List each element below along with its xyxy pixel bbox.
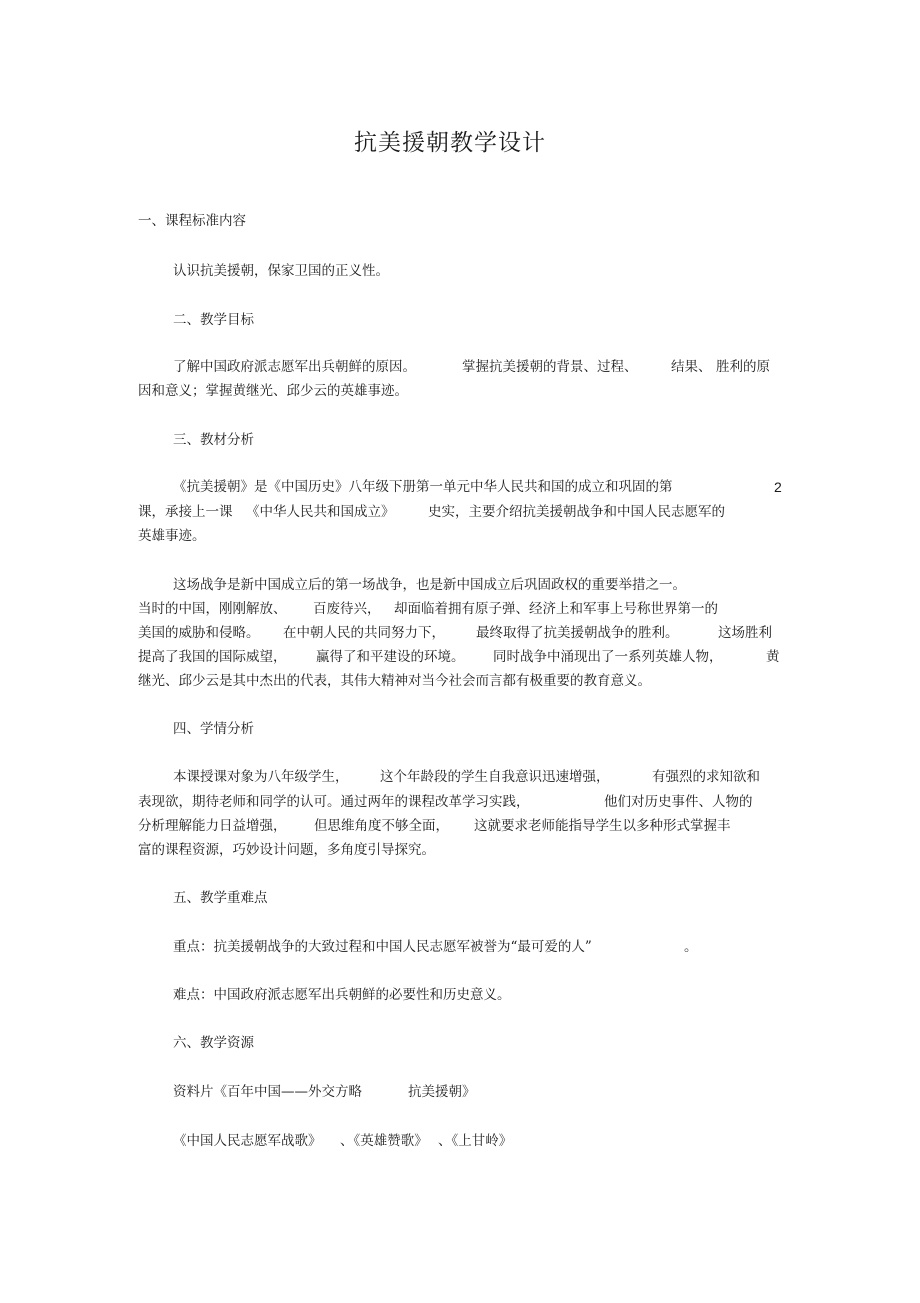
paragraph-learners-line-1 [0, 768, 920, 786]
text-segment: 资料片《百年中国——外交方略 [173, 1084, 362, 1100]
text-segment: 重点：抗美援朝战争的大致过程和中国人民志愿军被誉为“最可爱的人” [173, 939, 592, 955]
paragraph-war-line-3 [0, 624, 920, 642]
text-segment: 抗美援朝》 [408, 1084, 476, 1100]
text-segment: 。 [684, 939, 698, 955]
text-segment: 表现欲，期待老师和同学的认可。通过两年的课程改革学习实践， [138, 794, 530, 810]
paragraph-learners-line-2 [0, 793, 920, 811]
section-heading-objectives: 二、教学目标 [173, 312, 254, 328]
section-heading-key-points: 五、教学重难点 [173, 890, 268, 906]
text-segment: 掌握抗美援朝的背景、过程、 [462, 359, 638, 375]
paragraph-difficult-point: 难点：中国政府派志愿军出兵朝鲜的必要性和历史意义。 [173, 987, 511, 1003]
text-segment: 提高了我国的国际威望， [138, 649, 287, 665]
text-segment: 这个年龄段的学生自我意识迅速增强， [380, 769, 610, 785]
paragraph-material-line-2 [0, 503, 920, 521]
text-segment: 胜利的原 [716, 359, 770, 375]
paragraph-learners-line-3 [0, 817, 920, 835]
paragraph-objectives-line-1 [0, 358, 920, 376]
text-segment: 有强烈的求知欲和 [652, 769, 760, 785]
paragraph-objectives-line-2: 因和意义；掌握黄继光、邱少云的英雄事迹。 [138, 383, 408, 399]
section-heading-material: 三、教材分析 [173, 432, 254, 448]
paragraph-standards: 认识抗美援朝，保家卫国的正义性。 [173, 263, 389, 279]
paragraph-resource-film [0, 1083, 920, 1101]
paragraph-war-line-2 [0, 600, 920, 618]
text-segment: 了解中国政府派志愿军出兵朝鲜的原因。 [173, 359, 416, 375]
text-segment: 同时战争中涌现出了一系列英雄人物， [493, 649, 723, 665]
paragraph-learners-line-4: 富的课程资源，巧妙设计问题，多角度引导探究。 [138, 842, 435, 858]
text-segment: 史实，主要介绍抗美援朝战争和中国人民志愿军的 [428, 504, 725, 520]
text-segment: 这场胜利 [718, 625, 772, 641]
section-heading-resources: 六、教学资源 [173, 1035, 254, 1051]
text-segment: 、《英雄赞歌》 [340, 1133, 428, 1149]
text-segment: 《中华人民共和国成立》 [246, 504, 395, 520]
paragraph-war-line-1: 这场战争是新中国成立后的第一场战争，也是新中国成立后巩固政权的重要举措之一。 [173, 577, 686, 593]
text-segment: 黄 [766, 649, 780, 665]
text-segment: 最终取得了抗美援朝战争的胜利。 [476, 625, 679, 641]
paragraph-resource-songs [0, 1132, 920, 1150]
text-segment: 《抗美援朝》是《中国历史》八年级下册第一单元中华人民共和国的成立和巩固的第 [173, 479, 673, 495]
text-segment: 美国的威胁和侵略。 [138, 625, 260, 641]
paragraph-war-line-5: 继光、邱少云是其中杰出的代表，其伟大精神对当今社会而言都有极重要的教育意义。 [138, 673, 651, 689]
paragraph-material-line-3: 英雄事迹。 [138, 528, 206, 544]
paragraph-war-line-4 [0, 648, 920, 666]
section-heading-standards: 一、课程标准内容 [138, 213, 246, 229]
paragraph-material-line-1 [0, 478, 920, 496]
text-segment: 分析理解能力日益增强， [138, 818, 287, 834]
text-segment: 结果、 [671, 359, 712, 375]
text-segment: 他们对历史事件、人物的 [604, 794, 753, 810]
text-segment: 课，承接上一课 [138, 504, 233, 520]
text-segment: 在中朝人民的共同努力下， [283, 625, 445, 641]
text-segment: 、《上甘岭》 [438, 1133, 513, 1149]
text-segment: 赢得了和平建设的环境。 [316, 649, 465, 665]
document-title: 抗美援朝教学设计 [354, 130, 546, 156]
text-segment: 但思维角度不够全面， [314, 818, 449, 834]
text-segment: 本课授课对象为八年级学生， [173, 769, 349, 785]
text-segment: 《中国人民志愿军战歌》 [173, 1133, 322, 1149]
text-segment: 这就要求老师能指导学生以多种形式掌握丰 [474, 818, 731, 834]
text-segment: 却面临着拥有原子弹、经济上和军事上号称世界第一的 [394, 601, 718, 617]
paragraph-key-point [0, 938, 920, 956]
lesson-number: 2 [774, 479, 782, 495]
text-segment: 当时的中国，刚刚解放、 [138, 601, 287, 617]
section-heading-learners: 四、学情分析 [173, 721, 254, 737]
text-segment: 百废待兴， [313, 601, 381, 617]
